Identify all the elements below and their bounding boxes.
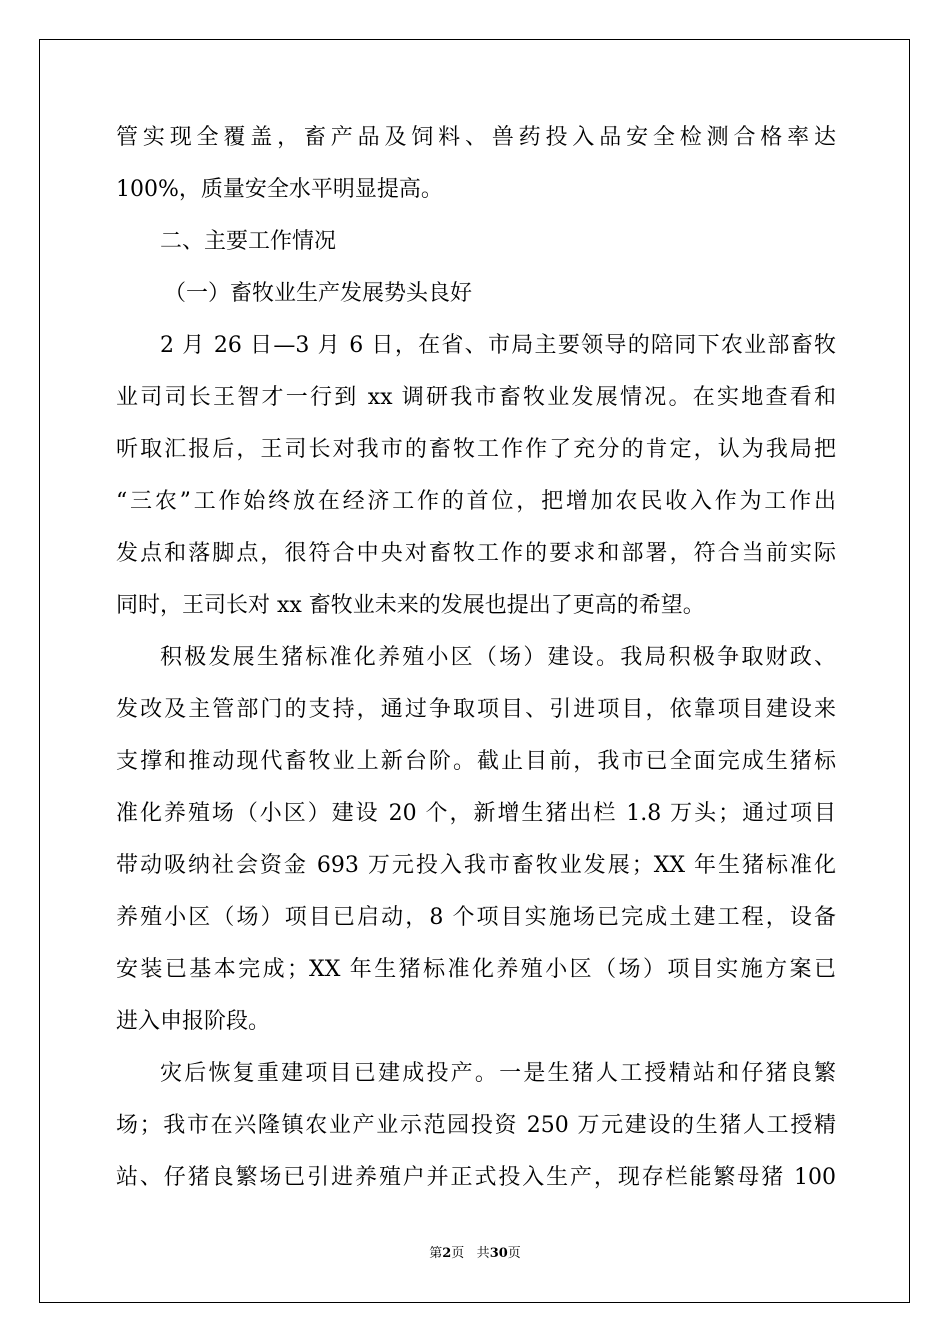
paragraph-line: 站、仔猪良繁场已引进养殖户并正式投入生产，现存栏能繁母猪 100 (116, 1165, 836, 1190)
paragraph-line: 听取汇报后，王司长对我市的畜牧工作作了充分的肯定，认为我局把 (116, 437, 836, 462)
paragraph-line: 支撑和推动现代畜牧业上新台阶。截止目前，我市已全面完成生猪标 (116, 749, 836, 774)
paragraph-line: “三农”工作始终放在经济工作的首位，把增加农民收入作为工作出 (116, 489, 836, 514)
paragraph-line: 发改及主管部门的支持，通过争取项目、引进项目，依靠项目建设来 (116, 697, 836, 722)
subsection-heading: （一）畜牧业生产发展势头良好 (164, 281, 473, 306)
page-number: 2 (442, 1246, 452, 1261)
total-pages: 30 (489, 1246, 508, 1261)
paragraph-line: 安装已基本完成；XX 年生猪标准化养殖小区（场）项目实施方案已 (116, 957, 836, 982)
paragraph-line: 业司司长王智才一行到 xx 调研我市畜牧业发展情况。在实地查看和 (116, 385, 836, 410)
section-heading: 二、主要工作情况 (160, 229, 337, 254)
total-suffix: 页 (507, 1246, 521, 1261)
paragraph-line: 养殖小区（场）项目已启动，8 个项目实施场已完成土建工程，设备 (116, 905, 836, 930)
page-prefix: 第 (429, 1246, 443, 1261)
page-footer (0, 1246, 950, 1262)
paragraph-line: 积极发展生猪标准化养殖小区（场）建设。我局积极争取财政、 (160, 645, 836, 670)
paragraph-line: 进入申报阶段。 (116, 1009, 271, 1034)
paragraph-line: 场；我市在兴隆镇农业产业示范园投资 250 万元建设的生猪人工授精 (116, 1113, 836, 1138)
paragraph-line: 带动吸纳社会资金 693 万元投入我市畜牧业发展；XX 年生猪标准化 (116, 853, 837, 878)
total-prefix: 共 (476, 1246, 490, 1261)
paragraph-line: 管实现全覆盖，畜产品及饲料、兽药投入品安全检测合格率达 (116, 125, 836, 150)
page-suffix: 页 (451, 1246, 465, 1261)
paragraph-line: 准化养殖场（小区）建设 20 个，新增生猪出栏 1.8 万头；通过项目 (116, 801, 836, 826)
paragraph-line: 100%，质量安全水平明显提高。 (116, 177, 443, 202)
document-body (116, 125, 836, 1217)
paragraph-line: 发点和落脚点，很符合中央对畜牧工作的要求和部署，符合当前实际 (116, 541, 836, 566)
paragraph-line: 2 月 26 日—3 月 6 日，在省、市局主要领导的陪同下农业部畜牧 (160, 333, 836, 358)
paragraph-line: 灾后恢复重建项目已建成投产。一是生猪人工授精站和仔猪良繁 (160, 1061, 836, 1086)
paragraph-line: 同时，王司长对 xx 畜牧业未来的发展也提出了更高的希望。 (116, 593, 705, 618)
